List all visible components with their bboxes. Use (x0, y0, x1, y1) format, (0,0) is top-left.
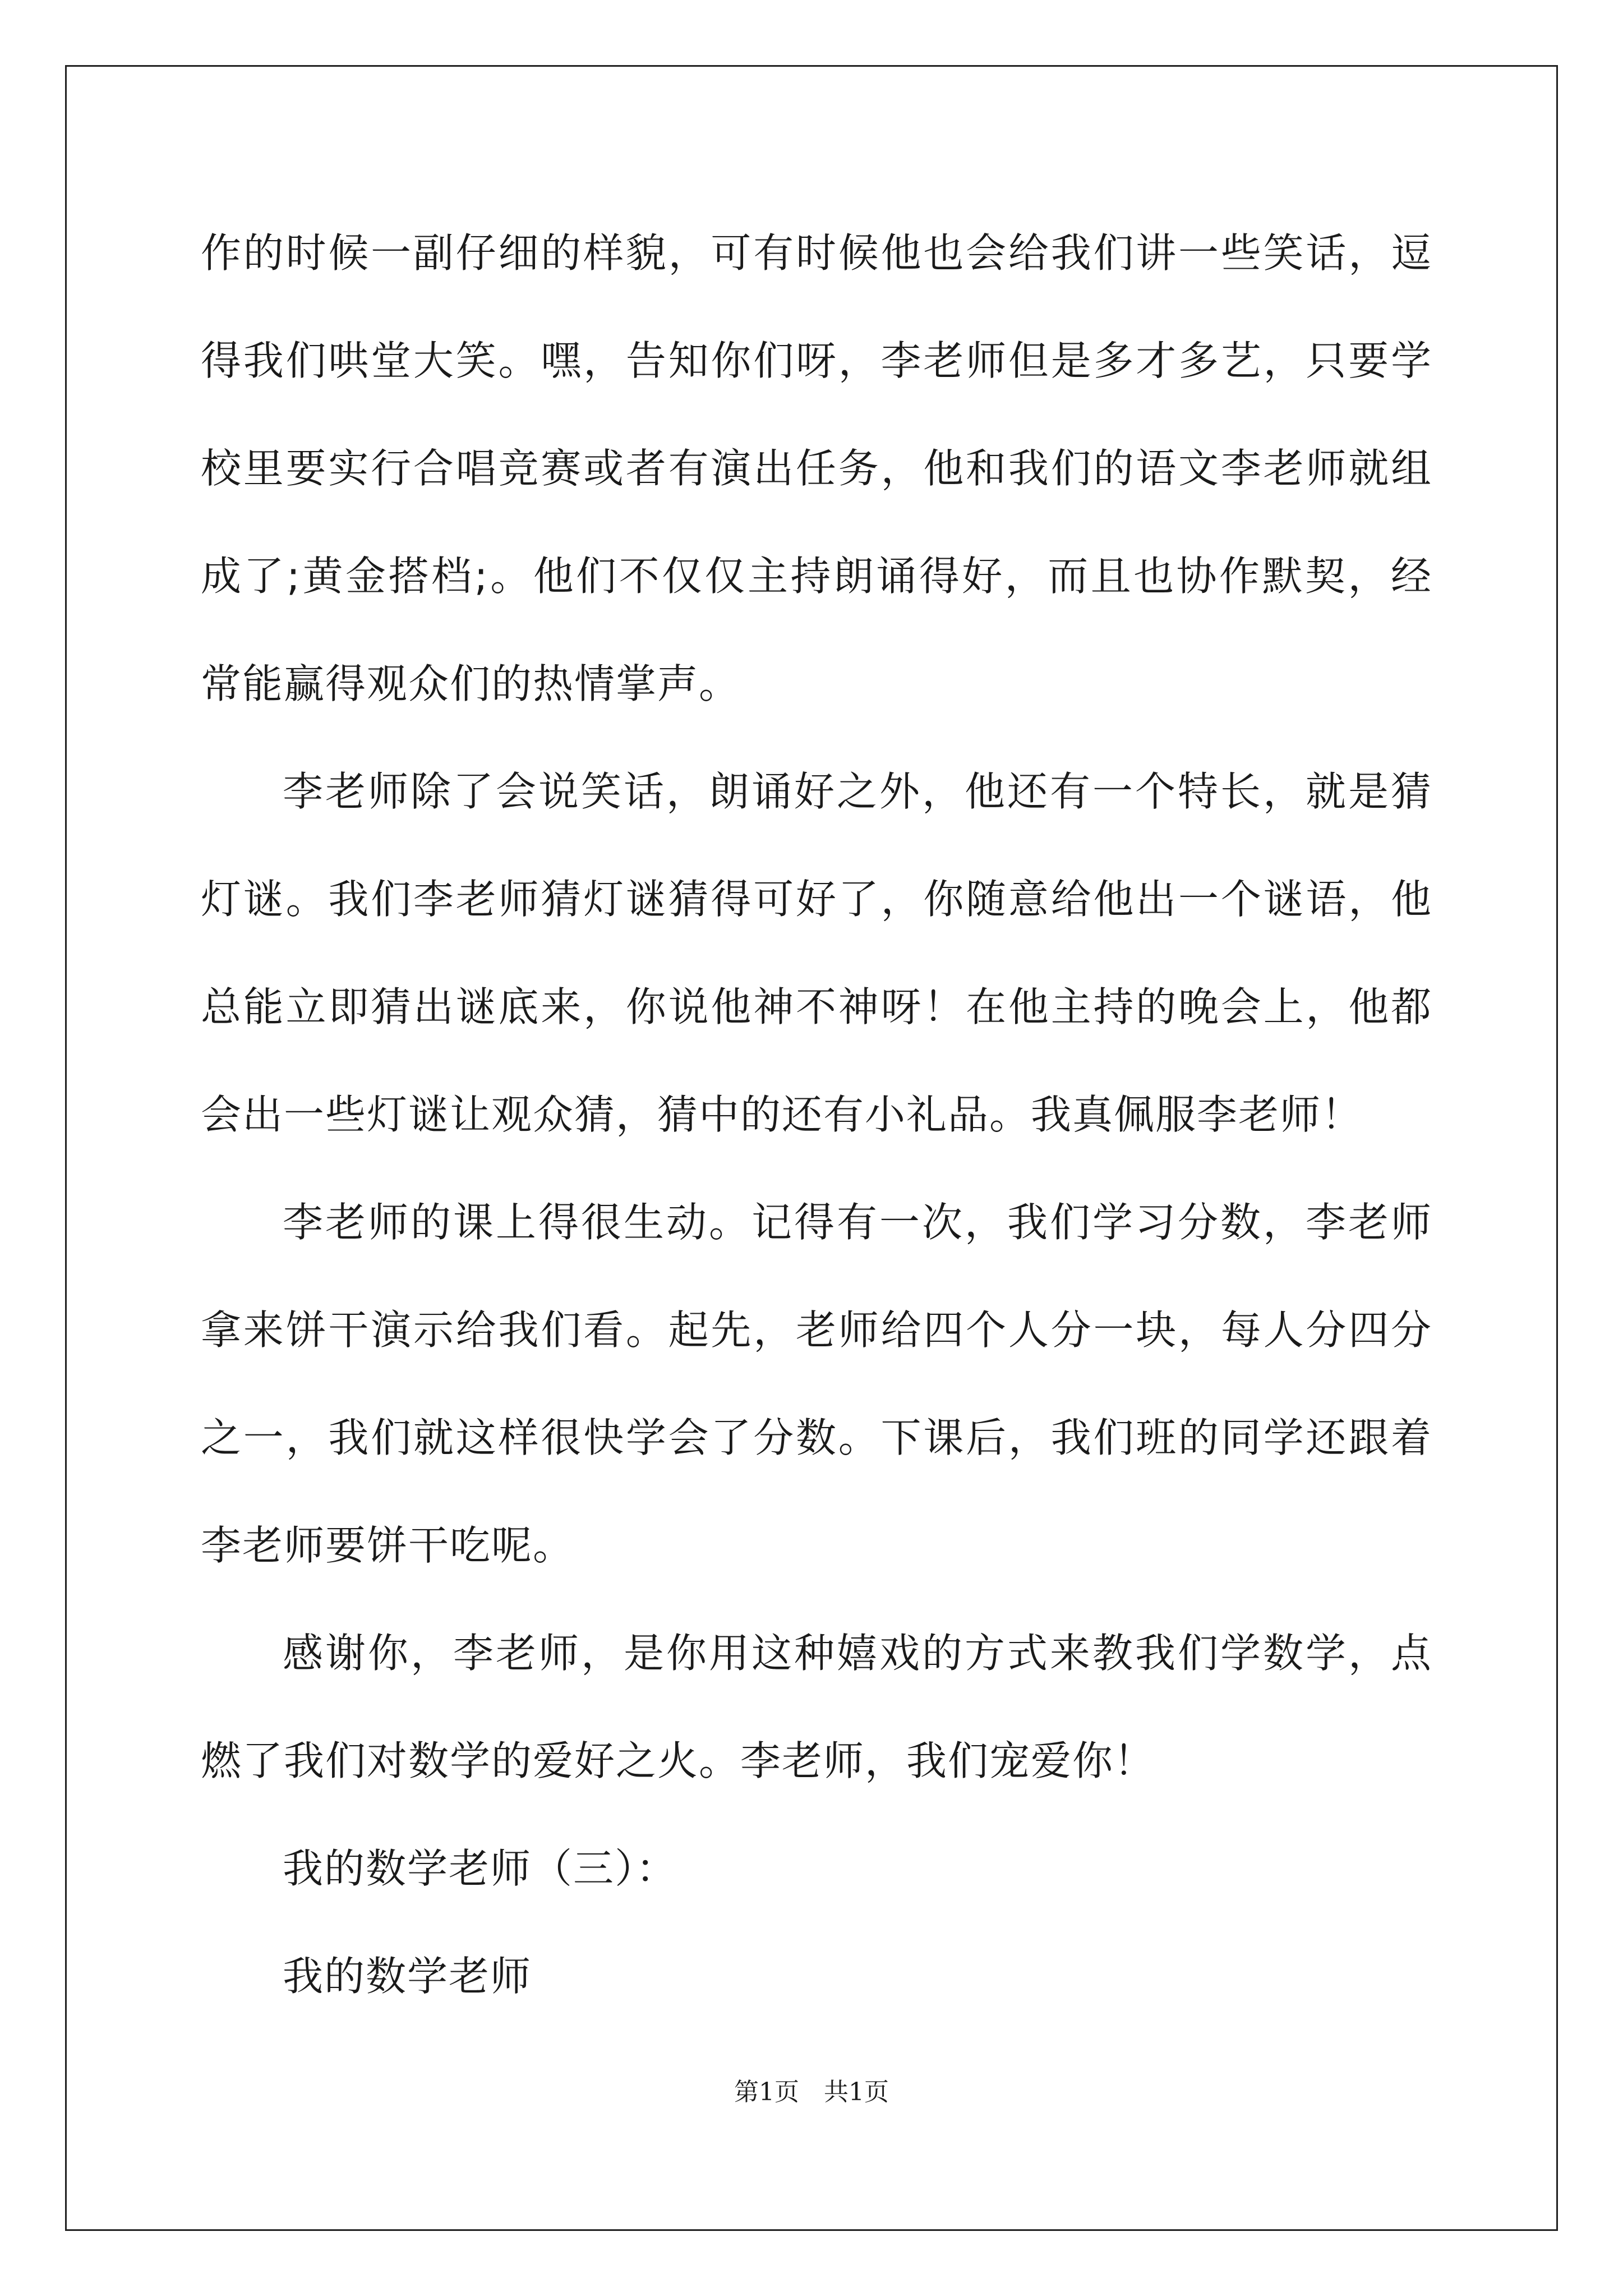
document-body (201, 199, 1432, 2030)
section-heading: 我的数学老师（三）： (283, 1845, 678, 1892)
page-number-current: 第1页 (734, 2078, 799, 2106)
paragraph-4: 感谢你，李老师，是你用这种嬉戏的方式来教我们学数学，点燃了我们对数学的爱好之火。李老师，我们宠爱你！ (201, 1630, 1432, 1784)
paragraph-1: 作的时候一副仔细的样貌，可有时候他也会给我们讲一些笑话，逗得我们哄堂大笑。嘿，告知你们呀，李老师但是多才多艺，只要学校里要实行合唱竞赛或者有演出任务，他和我们的语文李老师就组成了;黄金搭档;。他们不仅仅主持朗诵得好，而且也协作默契，经常能赢得观众们的热情掌声。 (201, 229, 1432, 707)
page-footer (0, 2076, 1623, 2109)
page-number-total: 共1页 (824, 2078, 889, 2106)
paragraph-2: 李老师除了会说笑话，朗诵好之外，他还有一个特长，就是猜灯谜。我们李老师猜灯谜猜得可好了，你随意给他出一个谜语，他总能立即猜出谜底来，你说他神不神呀！在他主持的晚会上，他都会出一些灯谜让观众猜，猜中的还有小礼品。我真佩服李老师！ (201, 768, 1432, 1138)
paragraph-3: 李老师的课上得很生动。记得有一次，我们学习分数，李老师拿来饼干演示给我们看。起先，老师给四个人分一块，每人分四分之一，我们就这样很快学会了分数。下课后，我们班的同学还跟着李老师要饼干吃呢。 (201, 1199, 1432, 1569)
section-title: 我的数学老师 (283, 1953, 532, 2000)
